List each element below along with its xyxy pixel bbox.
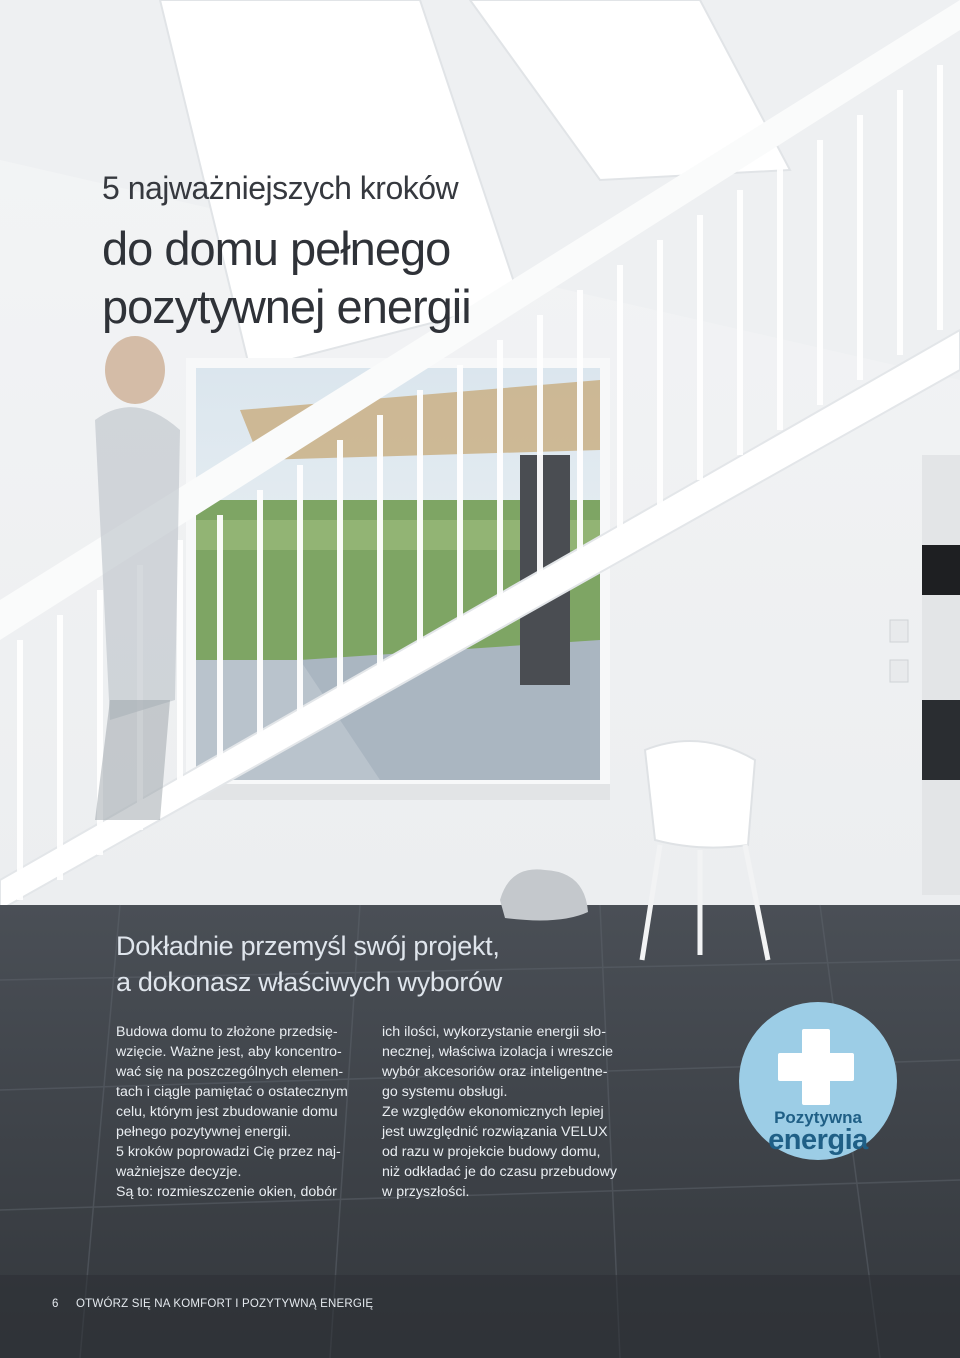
title-line-2: pozytywnej energii bbox=[102, 280, 471, 333]
body-line: jest uwzględnić rozwiązania VELUX bbox=[382, 1124, 608, 1140]
body-line: celu, którym jest zbudowanie domu bbox=[116, 1104, 338, 1120]
page-number: 6 bbox=[52, 1298, 59, 1310]
body-line: niż odkładać je do czasu przebudowy bbox=[382, 1164, 618, 1180]
body-line: necznej, właściwa izolacja i wreszcie bbox=[382, 1044, 614, 1060]
positive-energy-badge bbox=[739, 1002, 897, 1160]
footer-text: OTWÓRZ SIĘ NA KOMFORT I POZYTYWNĄ ENERGIĘ bbox=[76, 1298, 374, 1310]
body-line: wybór akcesoriów oraz inteligentne- bbox=[382, 1064, 608, 1080]
title-line-1: do domu pełnego bbox=[102, 222, 451, 275]
body-line: Ze względów ekonomicznych lepiej bbox=[382, 1104, 604, 1120]
badge-line-2: energia bbox=[768, 1124, 868, 1156]
kicker: 5 najważniejszych kroków bbox=[102, 170, 459, 206]
page-title bbox=[102, 220, 662, 336]
lead-line-2: a dokonasz właściwych wyborów bbox=[116, 967, 502, 997]
body-line: Są to: rozmieszczenie okien, dobór bbox=[116, 1184, 337, 1200]
body-line: go systemu obsługi. bbox=[382, 1084, 508, 1100]
body-line: 5 kroków poprowadzi Cię przez naj- bbox=[116, 1144, 341, 1160]
body-line: Budowa domu to złożone przedsię- bbox=[116, 1024, 338, 1040]
body-line: wać się na poszczególnych elemen- bbox=[116, 1064, 344, 1080]
body-column-right bbox=[382, 1022, 632, 1202]
title-block bbox=[102, 168, 662, 336]
body-line: ich ilości, wykorzystanie energii sło- bbox=[382, 1024, 606, 1040]
body-line: ważniejsze decyzje. bbox=[116, 1164, 242, 1180]
body-line: pełnego pozytywnej energii. bbox=[116, 1124, 292, 1140]
body-column-left bbox=[116, 1022, 366, 1202]
body-line: tach i ciągle pamiętać o ostatecznym bbox=[116, 1084, 348, 1100]
lead-heading bbox=[116, 928, 636, 1000]
lead-line-1: Dokładnie przemyśl swój projekt, bbox=[116, 931, 500, 961]
body-line: wzięcie. Ważne jest, aby koncentro- bbox=[116, 1044, 342, 1060]
body-line: w przyszłości. bbox=[382, 1184, 470, 1200]
body-line: od razu w projekcie budowy domu, bbox=[382, 1144, 601, 1160]
badge-line-1: Pozytywna bbox=[774, 1108, 862, 1127]
page-footer bbox=[52, 1298, 373, 1310]
